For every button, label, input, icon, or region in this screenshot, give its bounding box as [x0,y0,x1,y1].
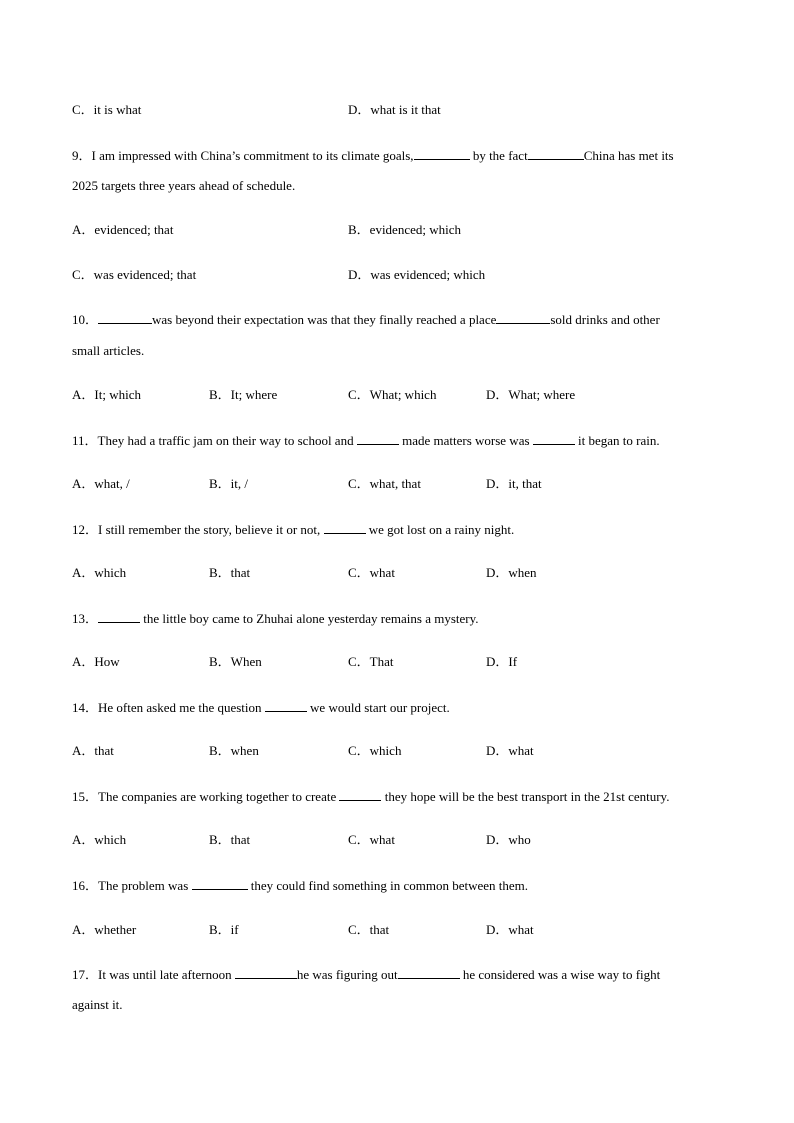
q11-option-b: B．it, / [209,476,249,491]
q9-option-c: C．was evidenced; that [72,267,197,282]
q10-stem-part1: 10． [72,312,99,327]
q12-option-b: B．that [209,565,251,580]
q10-option-a: A．It; which [72,387,141,402]
q12-blank-1 [324,521,366,534]
q12-stem-part1: 12．I still remember the story, believe it or not, [72,522,324,537]
q16-option-d: D．what [486,922,534,937]
q11-blank-2 [533,432,575,445]
q9-stem-part1: 9．I am impressed with China’s commitment to its climate goals, [72,148,414,163]
q13-option-c: C．That [348,654,394,669]
q17-stem-part3: he considered was a wise way to fight [459,967,661,982]
q15-option-a: A．which [72,832,127,847]
q11-stem-part2: made matters worse was [398,433,533,448]
q17-blank-2 [398,966,460,979]
q10-blank-1 [98,311,152,324]
q11-option-d: D．it, that [486,476,542,491]
q10-option-b: B．It; where [209,387,278,402]
q12-stem [72,521,514,538]
q10-stem [72,311,660,328]
q16-blank-1 [192,877,248,890]
q15-stem-part1: 15．The companies are working together to create [72,789,340,804]
q17-blank-1 [235,966,297,979]
q17-stem-part2: he was figuring out [296,967,398,982]
q11-option-a: A．what, / [72,476,130,491]
q9-option-d: D．was evidenced; which [348,267,486,282]
q13-stem-part2: the little boy came to Zhuhai alone yesterday remains a mystery. [140,611,479,626]
q9-option-b: B．evidenced; which [348,222,461,237]
q15-option-d: D．who [486,832,531,847]
q11-option-c: C．what, that [348,476,421,491]
q10-blank-2 [496,311,550,324]
q9-blank-1 [414,147,470,160]
q13-stem [72,610,479,627]
q15-stem [72,788,669,805]
q16-option-b: B．if [209,922,239,937]
q10-option-d: D．What; where [486,387,576,402]
q11-stem-part3: it began to rain. [574,433,660,448]
q13-option-d: D．If [486,654,518,669]
q11-stem-part1: 11．They had a traffic jam on their way to school and [72,433,357,448]
q17-stem-line2: against it. [72,997,123,1012]
q15-blank-1 [339,788,381,801]
q13-option-a: A．How [72,654,120,669]
q11-stem [72,432,660,449]
q9-stem-part2: by the fact [469,148,528,163]
q12-option-a: A．which [72,565,127,580]
q16-stem-part2: they could find something in common between them. [247,878,529,893]
q14-blank-1 [265,699,307,712]
q12-option-c: C．what [348,565,395,580]
q16-option-c: C．that [348,922,390,937]
q17-stem-part1: 17．It was until late afternoon [72,967,235,982]
q16-stem-part1: 16．The problem was [72,878,192,893]
q15-stem-part2: they hope will be the best transport in the 21st century. [381,789,670,804]
q9-blank-2 [528,147,584,160]
q14-stem-part1: 14．He often asked me the question [72,700,265,715]
q14-stem [72,699,450,716]
q14-option-c: C．which [348,743,402,758]
q10-stem-part3: sold drinks and other [550,312,660,327]
q8-option-c: C．it is what [72,102,142,117]
q8-option-d: D．what is it that [348,102,441,117]
q15-option-b: B．that [209,832,251,847]
q13-stem-part1: 13． [72,611,99,626]
q17-stem [72,966,660,983]
q9-option-a: A．evidenced; that [72,222,174,237]
q10-option-c: C．What; which [348,387,437,402]
q14-stem-part2: we would start our project. [306,700,450,715]
q13-option-b: B．When [209,654,262,669]
q9-stem [72,147,674,164]
q13-blank-1 [98,610,140,623]
q16-stem [72,877,528,894]
q12-option-d: D．when [486,565,537,580]
q10-stem-part2: was beyond their expectation was that they finally reached a place [152,312,497,327]
q10-stem-line2: small articles. [72,343,145,358]
q16-option-a: A．whether [72,922,137,937]
q14-option-a: A．that [72,743,114,758]
q9-stem-part3: China has met its [583,148,674,163]
q12-stem-part2: we got lost on a rainy night. [365,522,515,537]
q9-stem-line2: 2025 targets three years ahead of schedule. [72,178,296,193]
q14-option-d: D．what [486,743,534,758]
q15-option-c: C．what [348,832,395,847]
q11-blank-1 [357,432,399,445]
q14-option-b: B．when [209,743,259,758]
